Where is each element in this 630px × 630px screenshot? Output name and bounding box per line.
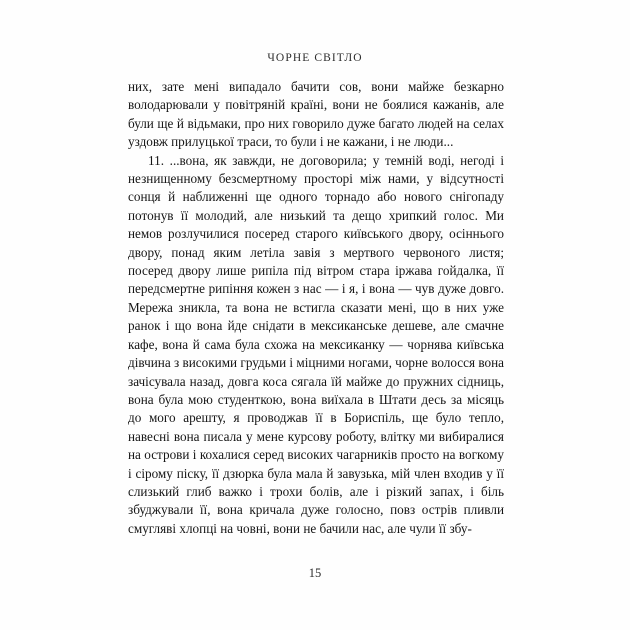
paragraph: 11. ...вона, як завжди, не договорила; у темній воді, негоді і незнищенному безсмертному просторі між нами, у відсутності сонця й наближенні ще одного торнадо або нового снігопаду потонув її молодий, але низький та дещо хрипкий голос. Ми немов розлучилися посеред старого київського двору, осіннього двору, понад яким летіла завія з мертвого червоного листя; посеред двору лише рипіла під вітром стара іржава гойдалка, її передсмертне рипіння кожен з нас — і я, і вона — чув дуже довго. Мережа зникла, та вона не встигла сказати мені, що в них уже ранок і що вона йде снідати в мексиканське дешеве, але смачне кафе, вона й сама була схожа на мексиканку — чорнява київська дівчина з високими грудьми і міцними ногами, чорне волосся вона зачісувала назад, довга коса сягала їй майже до пружних сідниць, вона була мою студенткою, вона виїхала в Штати десь за місяць до мого арешту, я проводжав її в Бориспіль, ще було тепло, навесні вона писала у мене курсову роботу, влітку ми вибиралися на острови і кохалися серед високих чагарників просто на вогкому і сірому піску, її дзюрка була мала й завузька, мій член входив у її слизький глиб важко і трохи болів, але і різкий запах, і біль збуджували її, вона кричала дуже голосно, повз острів пливли смугляві хлопці на човні, вони не бачили нас, але чули її збу-: [128, 152, 504, 536]
running-head: ЧОРНЕ СВІТЛО: [267, 52, 363, 64]
body-text: [128, 78, 504, 538]
paragraph: них, зате мені випадало бачити сов, вони майже безкарно володарювали у повітряній країні, вони не боялися кажанів, але були ще й відьмаки, про них говорило дуже багато людей на селах уздовж прилуцької траси, то були і не кажани, і не люди...: [128, 79, 504, 150]
page-number: 15: [308, 566, 322, 580]
